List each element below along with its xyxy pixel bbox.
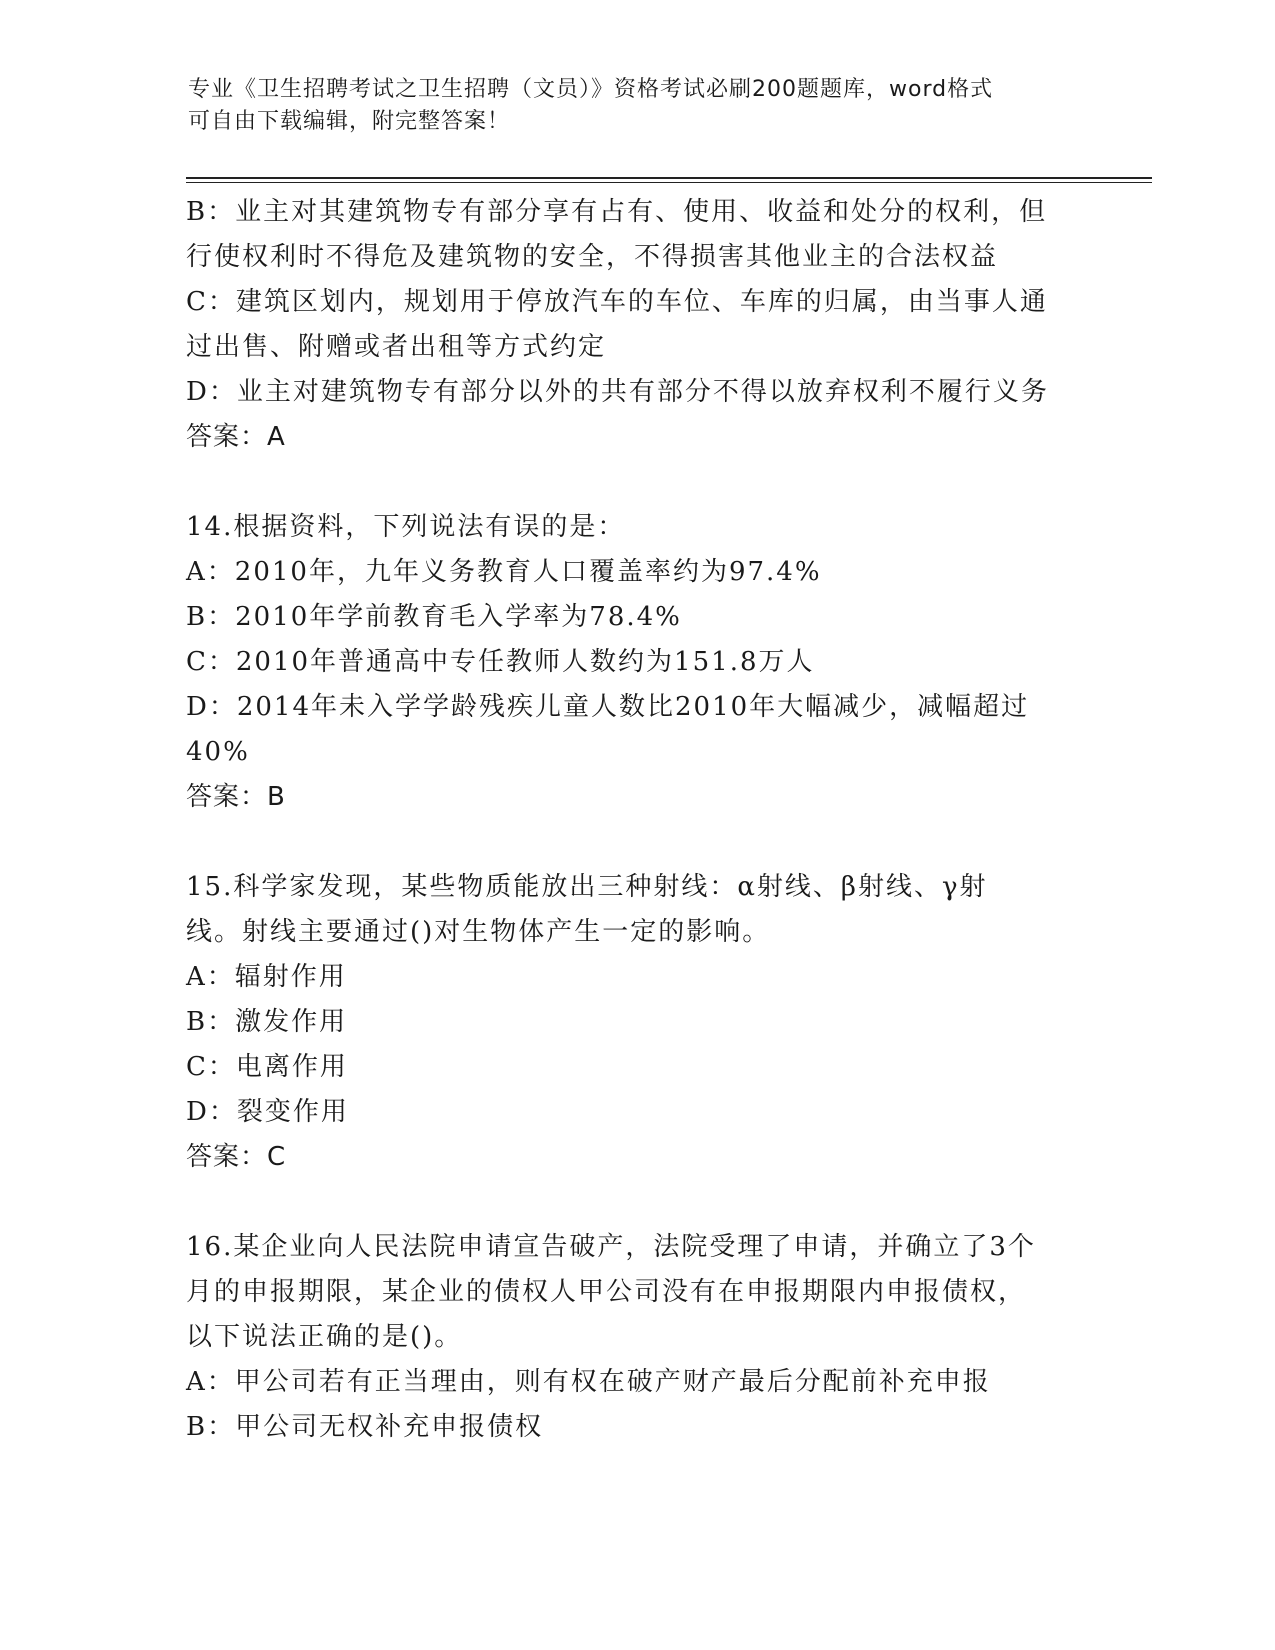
question-16 (186, 1225, 1086, 1450)
spacer (186, 460, 1086, 505)
q13-answer: 答案：A (186, 422, 286, 452)
header-divider-thick (186, 177, 1152, 179)
q15-option-b: B：激发作用 (186, 1007, 348, 1037)
q13-option-d: D：业主对建筑物专有部分以外的共有部分不得以放弃权利不履行义务 (186, 377, 1049, 407)
header-line-1: 专业《卫生招聘考试之卫生招聘（文员）》资格考试必刷200题题库，word格式 (188, 77, 994, 102)
q15-stem-line-1: 15.科学家发现，某些物质能放出三种射线：α射线、β射线、γ射 (186, 872, 988, 902)
question-list (186, 190, 1086, 1450)
q14-option-d-line-1: D：2014年未入学学龄残疾儿童人数比2010年大幅减少，减幅超过 (186, 692, 1030, 722)
q14-answer: 答案：B (186, 782, 286, 812)
header-line-2: 可自由下载编辑，附完整答案！ (188, 109, 511, 134)
question-13 (186, 190, 1086, 460)
q13-option-b-line-1: B：业主对其建筑物专有部分享有占有、使用、收益和处分的权利，但 (186, 197, 1048, 227)
q13-option-c-line-2: 过出售、附赠或者出租等方式约定 (186, 332, 607, 362)
q14-option-c: C：2010年普通高中专任教师人数约为151.8万人 (186, 647, 815, 677)
q16-stem-line-3: 以下说法正确的是()。 (186, 1322, 463, 1352)
q15-answer: 答案：C (186, 1142, 287, 1172)
q15-option-c: C：电离作用 (186, 1052, 348, 1082)
spacer (186, 1180, 1086, 1225)
q14-option-b: B：2010年学前教育毛入学率为78.4% (186, 602, 682, 632)
q16-stem-line-2: 月的申报期限，某企业的债权人甲公司没有在申报期限内申报债权， (186, 1277, 1027, 1307)
q16-option-b: B：甲公司无权补充申报债权 (186, 1412, 544, 1442)
spacer (186, 820, 1086, 865)
question-14 (186, 505, 1086, 820)
q16-stem-line-1: 16.某企业向人民法院申请宣告破产，法院受理了申请，并确立了3个 (186, 1232, 1036, 1262)
header-divider-thin (186, 182, 1152, 183)
q15-option-a: A：辐射作用 (186, 962, 347, 992)
page-header (188, 74, 1068, 138)
q15-stem-line-2: 线。射线主要通过()对生物体产生一定的影响。 (186, 917, 771, 947)
q14-option-d-line-2: 40% (186, 737, 250, 767)
q15-option-d: D：裂变作用 (186, 1097, 349, 1127)
q14-option-a: A：2010年，九年义务教育人口覆盖率约为97.4% (186, 557, 822, 587)
q14-stem: 14.根据资料，下列说法有误的是： (186, 512, 626, 542)
q13-option-b-line-2: 行使权利时不得危及建筑物的安全，不得损害其他业主的合法权益 (186, 242, 999, 272)
q13-option-c-line-1: C：建筑区划内，规划用于停放汽车的车位、车库的归属，由当事人通 (186, 287, 1048, 317)
q16-option-a: A：甲公司若有正当理由，则有权在破产财产最后分配前补充申报 (186, 1367, 991, 1397)
question-15 (186, 865, 1086, 1180)
